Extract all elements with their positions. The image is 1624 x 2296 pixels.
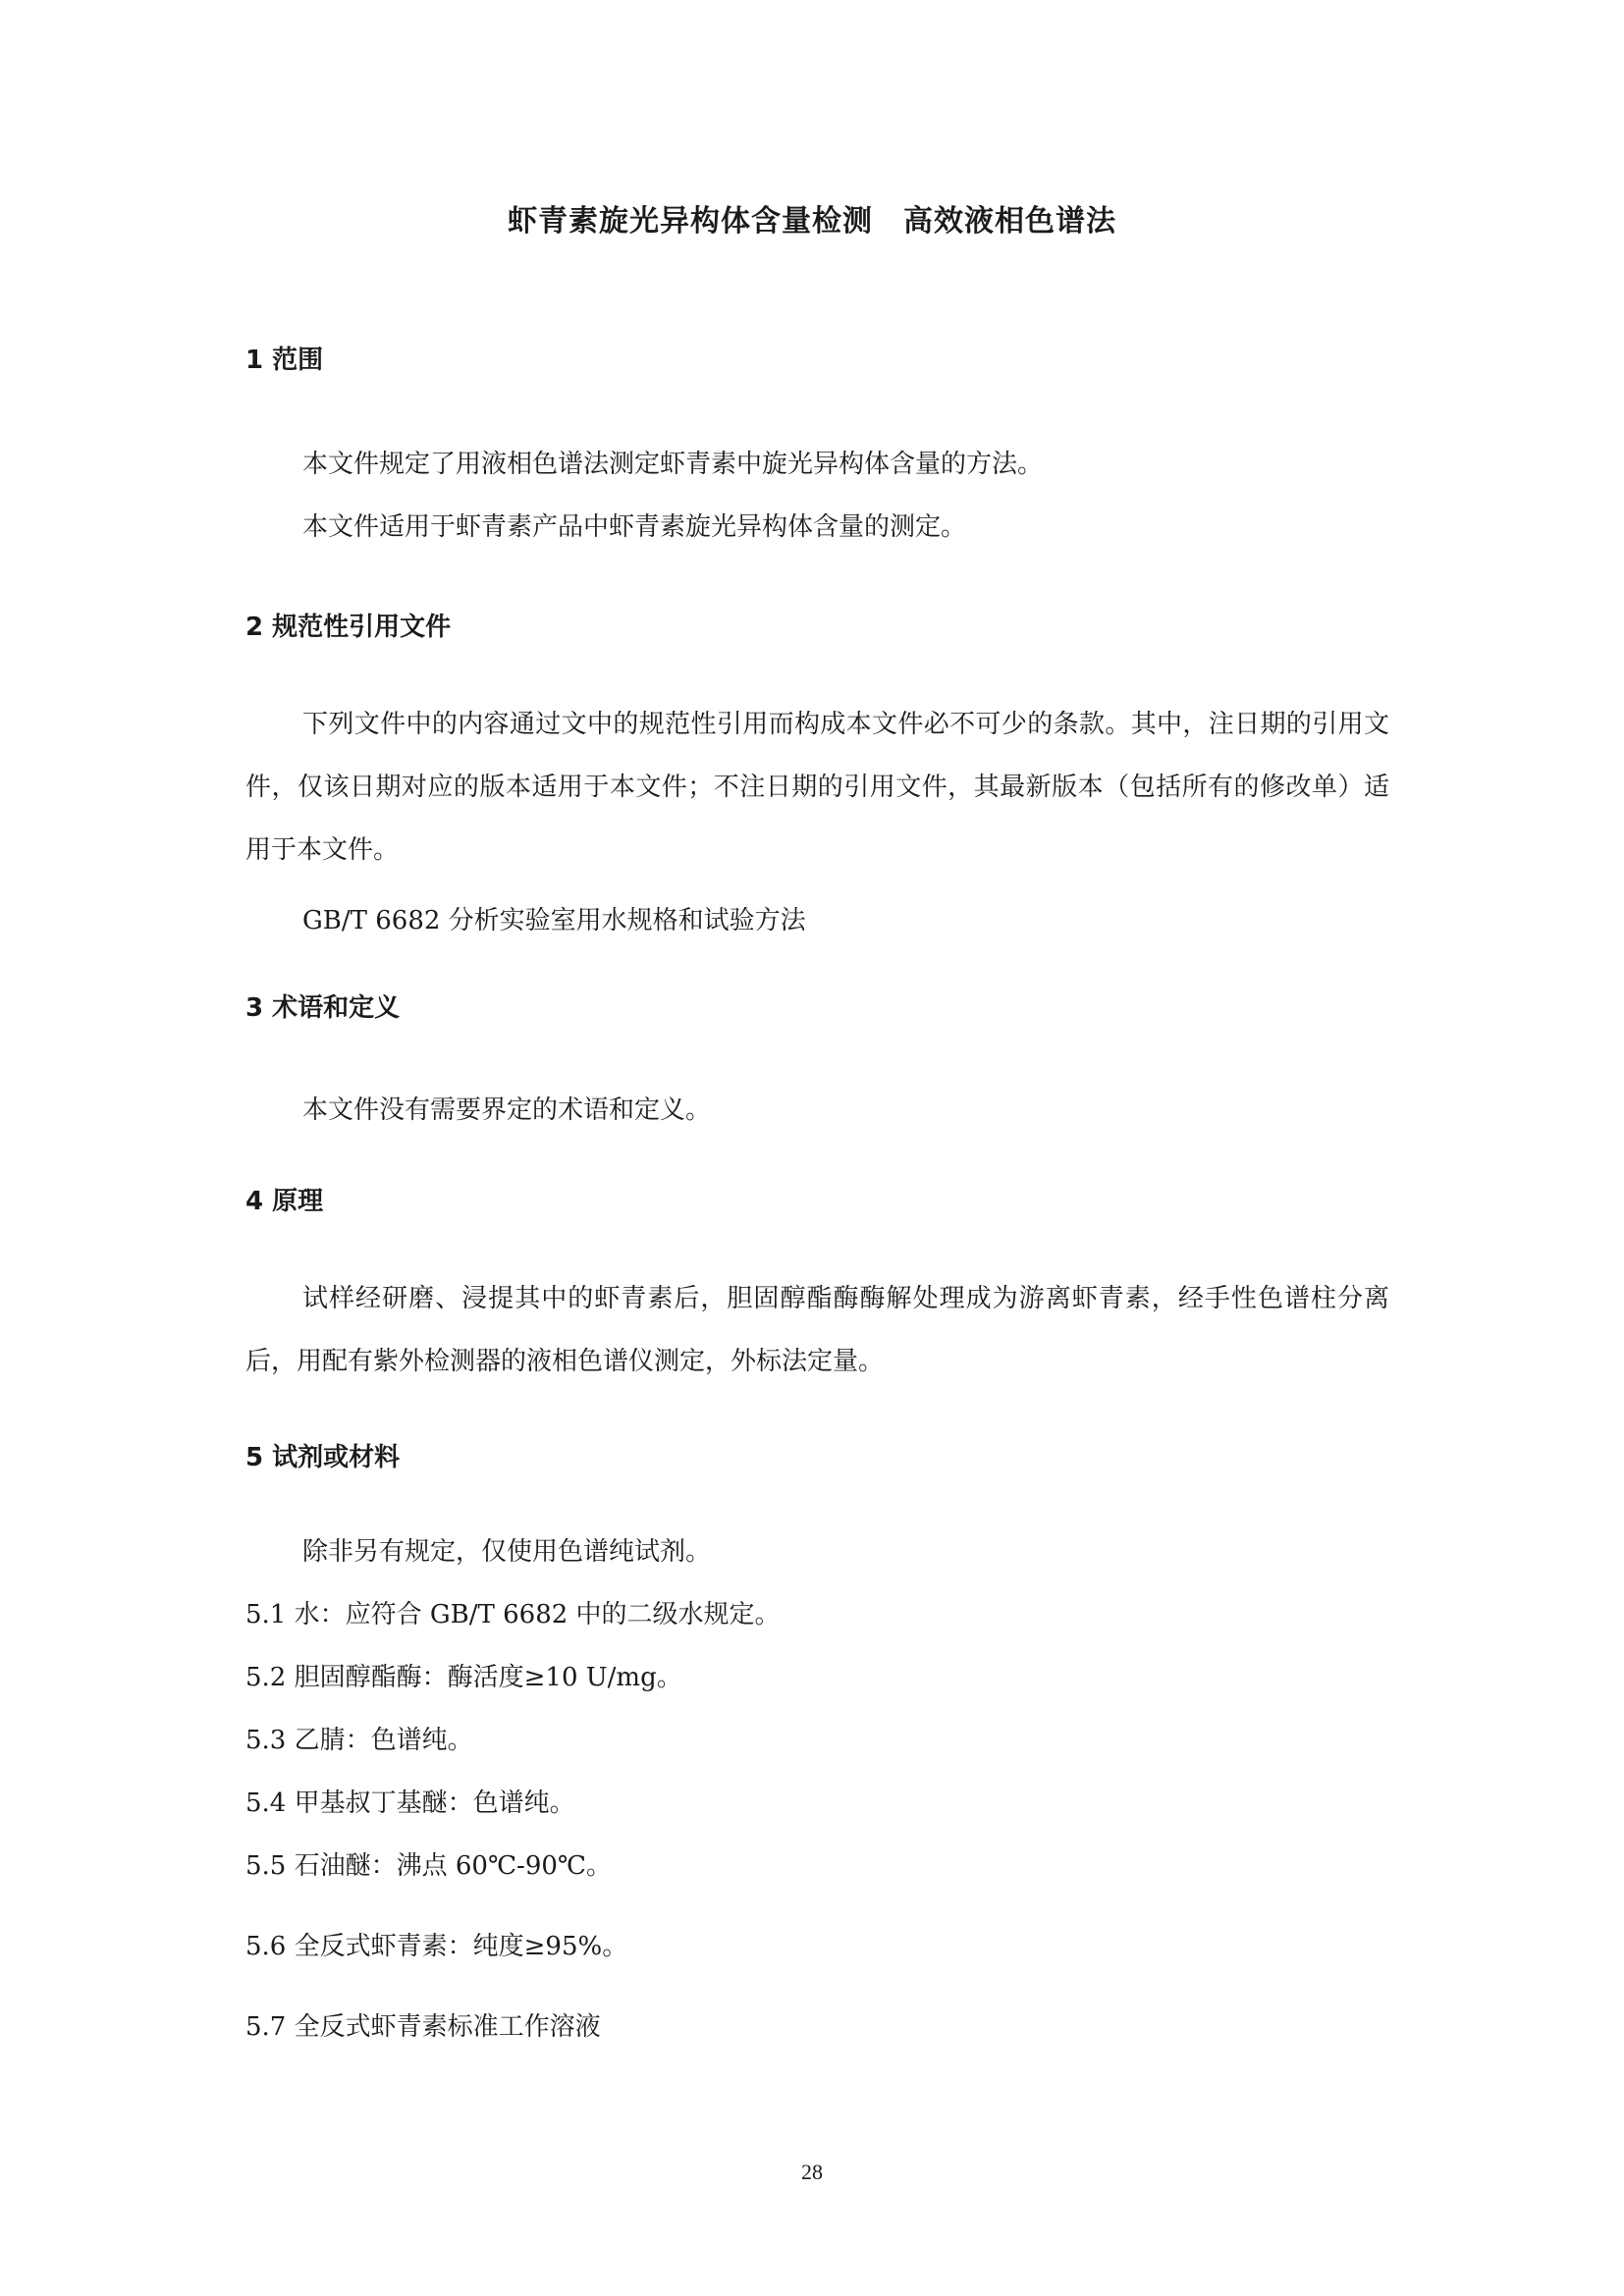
section-heading-terms: 3 术语和定义 xyxy=(245,993,401,1023)
reagent-item: 5.7 全反式虾青素标准工作溶液 xyxy=(245,2012,601,2042)
reagent-item: 5.2 胆固醇酯酶：酶活度≥10 U/mg。 xyxy=(245,1663,682,1692)
reagent-item: 5.6 全反式虾青素：纯度≥95%。 xyxy=(245,1932,628,1961)
reagent-item: 5.3 乙腈：色谱纯。 xyxy=(245,1726,473,1755)
document-title: 虾青素旋光异构体含量检测 高效液相色谱法 xyxy=(508,204,1116,239)
section-heading-normative-references: 2 规范性引用文件 xyxy=(245,613,452,642)
section-heading-scope: 1 范围 xyxy=(245,346,324,375)
reagent-item: 5.1 水：应符合 GB/T 6682 中的二级水规定。 xyxy=(245,1600,781,1629)
principle-paragraph: 试样经研磨、浸提其中的虾青素后，胆固醇酯酶酶解处理成为游离虾青素，经手性色谱柱分离后，用配有紫外检测器的液相色谱仪测定，外标法定量。 xyxy=(245,1284,1389,1376)
section-heading-reagents: 5 试剂或材料 xyxy=(245,1443,401,1472)
reagents-intro: 除非另有规定，仅使用色谱纯试剂。 xyxy=(302,1537,712,1567)
normative-reference-item: GB/T 6682 分析实验室用水规格和试验方法 xyxy=(302,906,806,935)
terms-paragraph: 本文件没有需要界定的术语和定义。 xyxy=(302,1095,712,1125)
page-number: 28 xyxy=(801,2160,823,2184)
reagent-item: 5.5 石油醚：沸点 60℃-90℃。 xyxy=(245,1851,613,1881)
section-heading-principle: 4 原理 xyxy=(245,1187,324,1216)
normative-references-paragraph: 下列文件中的内容通过文中的规范性引用而构成本文件必不可少的条款。其中，注日期的引用文件，仅该日期对应的版本适用于本文件；不注日期的引用文件，其最新版本（包括所有的修改单）适用于本文件。 xyxy=(245,710,1389,865)
scope-paragraph-1: 本文件规定了用液相色谱法测定虾青素中旋光异构体含量的方法。 xyxy=(302,450,1044,479)
scope-paragraph-2: 本文件适用于虾青素产品中虾青素旋光异构体含量的测定。 xyxy=(302,512,967,542)
reagent-item: 5.4 甲基叔丁基醚：色谱纯。 xyxy=(245,1789,575,1818)
